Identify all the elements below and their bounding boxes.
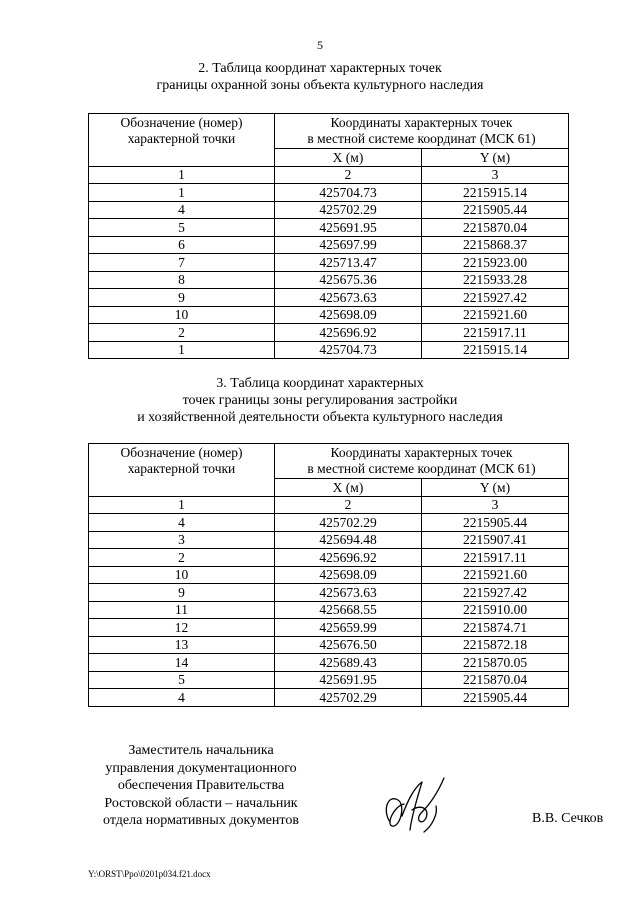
- table-row: [89, 584, 569, 602]
- cell-point: 10: [89, 566, 275, 584]
- cell-y: 2215917.11: [422, 324, 569, 342]
- cell-point: 12: [89, 619, 275, 637]
- cell-x: 425673.63: [275, 584, 422, 602]
- column-number: 1: [89, 496, 275, 514]
- cell-point: 5: [89, 671, 275, 689]
- header-coordinates: [275, 114, 569, 149]
- position-line: обеспечения Правительства: [117, 778, 285, 794]
- cell-y: 2215927.42: [422, 289, 569, 307]
- header-line: Координаты характерных точек: [330, 445, 513, 460]
- cell-point: 13: [89, 636, 275, 654]
- column-number: 2: [275, 166, 422, 184]
- cell-point: 7: [89, 254, 275, 272]
- cell-y: 2215905.44: [422, 514, 569, 532]
- cell-x: 425675.36: [275, 271, 422, 289]
- column-number: 3: [422, 496, 569, 514]
- cell-y: 2215921.60: [422, 566, 569, 584]
- header-y: Y (м): [422, 149, 569, 167]
- table-row: [89, 289, 569, 307]
- cell-y: 2215868.37: [422, 236, 569, 254]
- cell-y: 2215874.71: [422, 619, 569, 637]
- cell-x: 425673.63: [275, 289, 422, 307]
- header-line: характерной точки: [127, 131, 236, 146]
- table-row: [89, 236, 569, 254]
- cell-y: 2215921.60: [422, 306, 569, 324]
- cell-x: 425696.92: [275, 549, 422, 567]
- cell-x: 425702.29: [275, 689, 422, 707]
- caption-line: 2. Таблица координат характерных точек: [198, 61, 442, 76]
- table-3-caption: [0, 375, 640, 426]
- regulation-zone-coordinates-table: [88, 443, 569, 707]
- header-line: в местной системе координат (МСК 61): [307, 461, 536, 476]
- cell-x: 425691.95: [275, 219, 422, 237]
- cell-y: 2215870.04: [422, 671, 569, 689]
- column-number: 3: [422, 166, 569, 184]
- cell-point: 5: [89, 219, 275, 237]
- cell-x: 425676.50: [275, 636, 422, 654]
- caption-line: 3. Таблица координат характерных: [216, 376, 424, 391]
- cell-point: 6: [89, 236, 275, 254]
- cell-y: 2215915.14: [422, 184, 569, 202]
- caption-line: границы охранной зоны объекта культурного наследия: [156, 78, 484, 93]
- header-y: Y (м): [422, 479, 569, 497]
- cell-y: 2215927.42: [422, 584, 569, 602]
- cell-y: 2215870.04: [422, 219, 569, 237]
- table-row: [89, 566, 569, 584]
- cell-point: 2: [89, 549, 275, 567]
- cell-point: 1: [89, 184, 275, 202]
- position-line: Ростовской области – начальник: [104, 795, 298, 811]
- cell-x: 425698.09: [275, 566, 422, 584]
- header-x: X (м): [275, 479, 422, 497]
- table-body: [89, 184, 569, 359]
- table-row: [89, 654, 569, 672]
- table-row: [89, 514, 569, 532]
- header-line: в местной системе координат (МСК 61): [307, 131, 536, 146]
- header-coordinates: [275, 444, 569, 479]
- protection-zone-coordinates-table: [88, 113, 569, 359]
- table-row: [89, 324, 569, 342]
- cell-y: 2215870.05: [422, 654, 569, 672]
- file-path: Y:\ORST\Ppo\0201p034.f21.docx: [88, 869, 211, 879]
- cell-x: 425697.99: [275, 236, 422, 254]
- caption-line: точек границы зоны регулирования застройки: [182, 393, 458, 408]
- cell-x: 425691.95: [275, 671, 422, 689]
- header-line: Обозначение (номер): [120, 445, 243, 460]
- header-line: Координаты характерных точек: [330, 115, 513, 130]
- cell-y: 2215905.44: [422, 689, 569, 707]
- cell-point: 4: [89, 201, 275, 219]
- cell-y: 2215933.28: [422, 271, 569, 289]
- table-row: [89, 636, 569, 654]
- table-row: [89, 601, 569, 619]
- cell-point: 9: [89, 289, 275, 307]
- cell-y: 2215915.14: [422, 341, 569, 359]
- cell-point: 4: [89, 514, 275, 532]
- table-body: [89, 514, 569, 707]
- cell-x: 425696.92: [275, 324, 422, 342]
- cell-point: 10: [89, 306, 275, 324]
- cell-x: 425704.73: [275, 184, 422, 202]
- signer-name: В.В. Сечков: [532, 811, 604, 826]
- table-row: [89, 531, 569, 549]
- cell-point: 11: [89, 601, 275, 619]
- cell-point: 3: [89, 531, 275, 549]
- cell-x: 425694.48: [275, 531, 422, 549]
- table-row: [89, 689, 569, 707]
- page-number: 5: [317, 38, 323, 52]
- cell-y: 2215907.41: [422, 531, 569, 549]
- table-2-caption: [0, 60, 640, 94]
- cell-x: 425689.43: [275, 654, 422, 672]
- header-line: Обозначение (номер): [120, 115, 243, 130]
- cell-x: 425668.55: [275, 601, 422, 619]
- column-number: 1: [89, 166, 275, 184]
- cell-x: 425704.73: [275, 341, 422, 359]
- cell-y: 2215917.11: [422, 549, 569, 567]
- signatory-position: [88, 742, 314, 830]
- table-row: [89, 201, 569, 219]
- table-row: [89, 271, 569, 289]
- cell-y: 2215905.44: [422, 201, 569, 219]
- cell-x: 425702.29: [275, 201, 422, 219]
- cell-point: 9: [89, 584, 275, 602]
- caption-line: и хозяйственной деятельности объекта культурного наследия: [137, 410, 503, 425]
- cell-y: 2215872.18: [422, 636, 569, 654]
- header-x: X (м): [275, 149, 422, 167]
- cell-y: 2215910.00: [422, 601, 569, 619]
- table-row: [89, 671, 569, 689]
- cell-x: 425702.29: [275, 514, 422, 532]
- position-line: управления документационного: [105, 760, 297, 776]
- table-row: [89, 619, 569, 637]
- column-number: 2: [275, 496, 422, 514]
- handwritten-signature: [378, 770, 458, 840]
- position-line: отдела нормативных документов: [103, 813, 299, 829]
- table-row: [89, 341, 569, 359]
- cell-y: 2215923.00: [422, 254, 569, 272]
- position-line: Заместитель начальника: [128, 743, 274, 758]
- table-row: [89, 254, 569, 272]
- cell-point: 8: [89, 271, 275, 289]
- table-row: [89, 306, 569, 324]
- header-point-designation: [89, 114, 275, 167]
- table-row: [89, 549, 569, 567]
- cell-x: 425659.99: [275, 619, 422, 637]
- header-line: характерной точки: [127, 461, 236, 476]
- table-row: [89, 184, 569, 202]
- cell-x: 425713.47: [275, 254, 422, 272]
- cell-point: 4: [89, 689, 275, 707]
- cell-x: 425698.09: [275, 306, 422, 324]
- cell-point: 2: [89, 324, 275, 342]
- table-row: [89, 219, 569, 237]
- cell-point: 1: [89, 341, 275, 359]
- header-point-designation: [89, 444, 275, 497]
- cell-point: 14: [89, 654, 275, 672]
